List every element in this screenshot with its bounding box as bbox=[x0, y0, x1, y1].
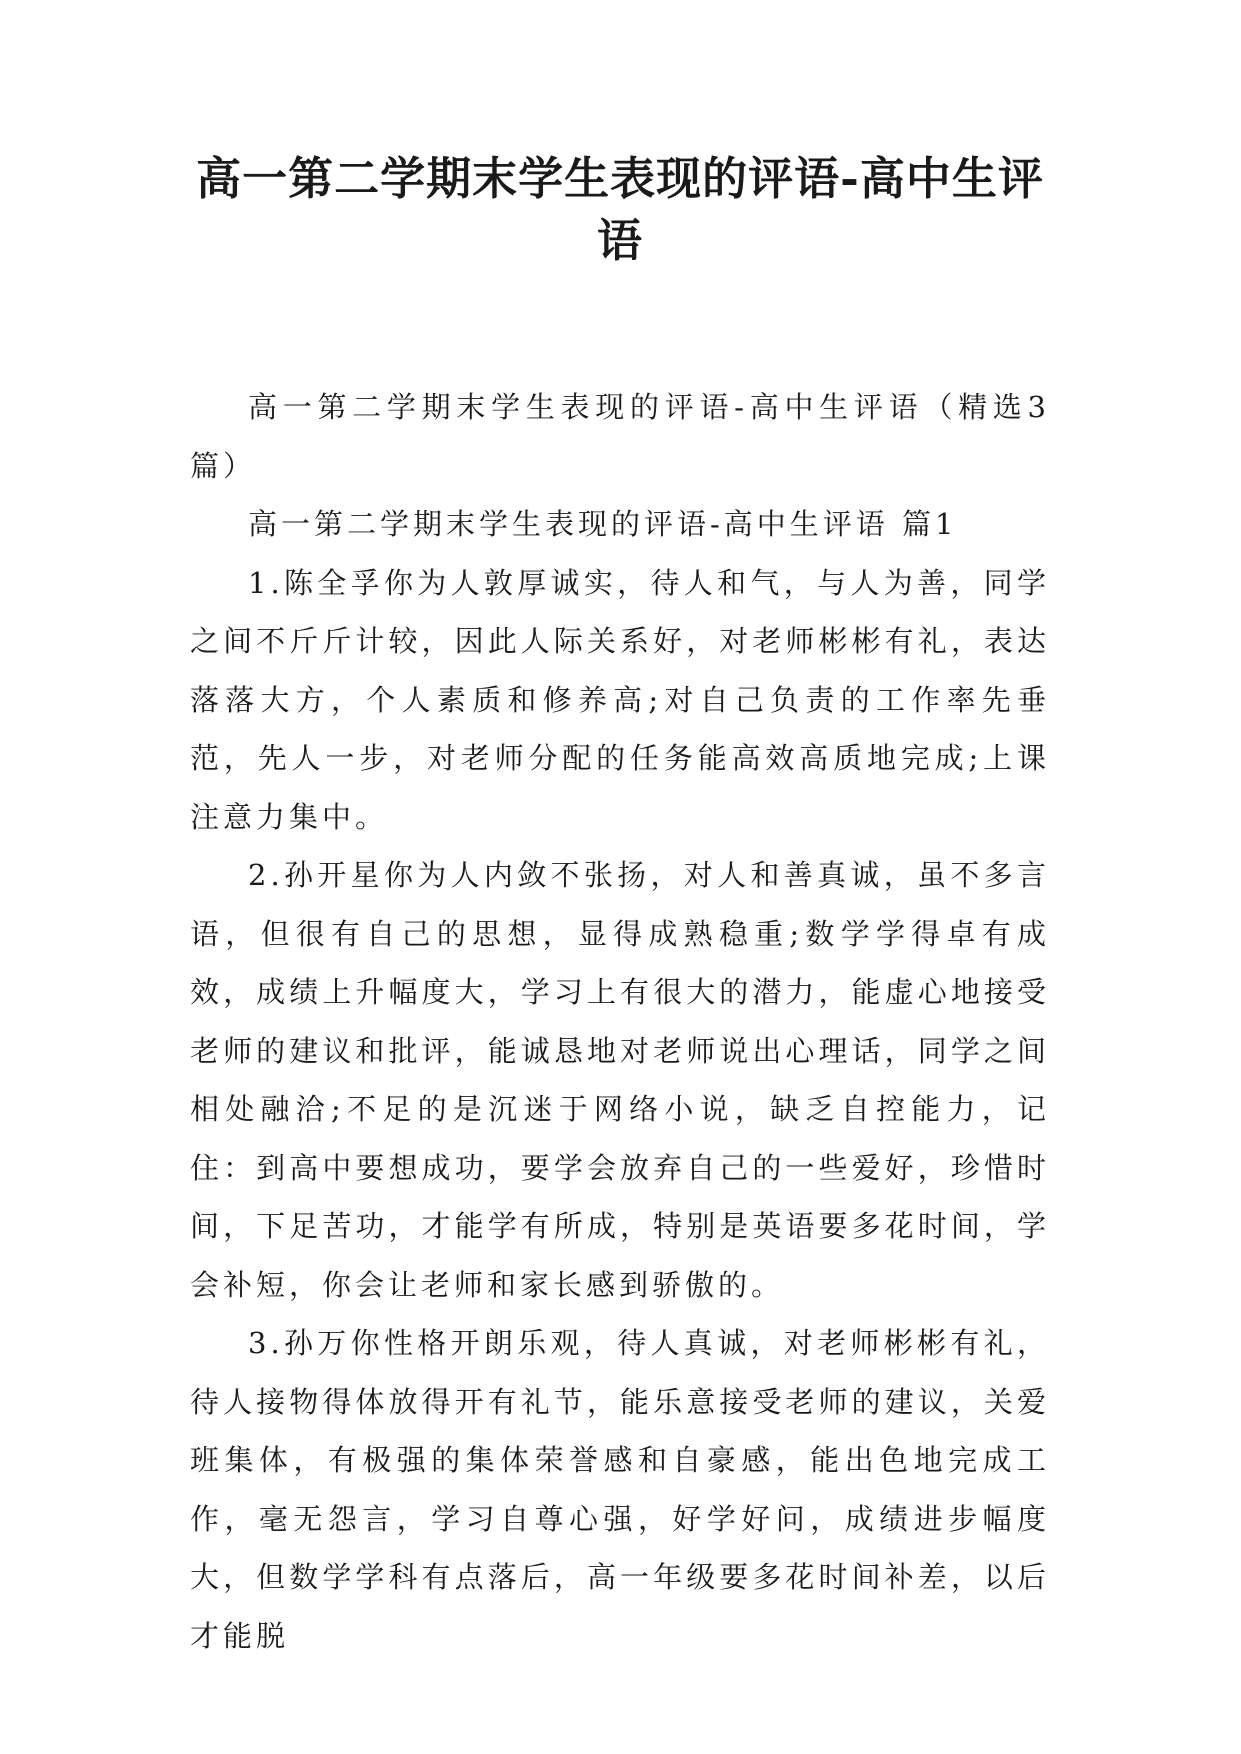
paragraph-section-heading: 高一第二学期末学生表现的评语-高中生评语 篇1 bbox=[248, 507, 958, 541]
paragraph-comment-2: 2.孙开星你为人内敛不张扬，对人和善真诚，虽不多言语，但很有自己的思想，显得成熟稳重;数学学得卓有成效，成绩上升幅度大，学习上有很大的潜力，能虚心地接受老师的建议和批评，能诚恳地对老师说出心理话，同学之间相处融洽;不足的是沉迷于网络小说，缺乏自控能力，记住：到高中要想成功，要学会放弃自己的一些爱好，珍惜时间，下足苦功，才能学有所成，特别是英语要多花时间，学会补短，你会让老师和家长感到骄傲的。 bbox=[190, 858, 1050, 1302]
document-body bbox=[190, 378, 1050, 1665]
document-title: 高一第二学期末学生表现的评语-高中生评语 bbox=[196, 152, 1044, 267]
paragraph-comment-3: 3.孙万你性格开朗乐观，待人真诚，对老师彬彬有礼，待人接物得体放得开有礼节，能乐意接受老师的建议，关爱班集体，有极强的集体荣誉感和自豪感，能出色地完成工作，毫无怨言，学习自尊心强，好学好问，成绩进步幅度大，但数学学科有点落后，高一年级要多花时间补差，以后才能脱 bbox=[190, 1326, 1050, 1653]
paragraph-subtitle: 高一第二学期末学生表现的评语-高中生评语（精选3篇） bbox=[190, 390, 1050, 483]
document-page bbox=[190, 0, 1050, 1665]
paragraph-comment-1: 1.陈全孚你为人敦厚诚实，待人和气，与人为善，同学之间不斤斤计较，因此人际关系好，对老师彬彬有礼，表达落落大方，个人素质和修养高;对自己负责的工作率先垂范，先人一步，对老师分配的任务能高效高质地完成;上课注意力集中。 bbox=[190, 565, 1050, 834]
